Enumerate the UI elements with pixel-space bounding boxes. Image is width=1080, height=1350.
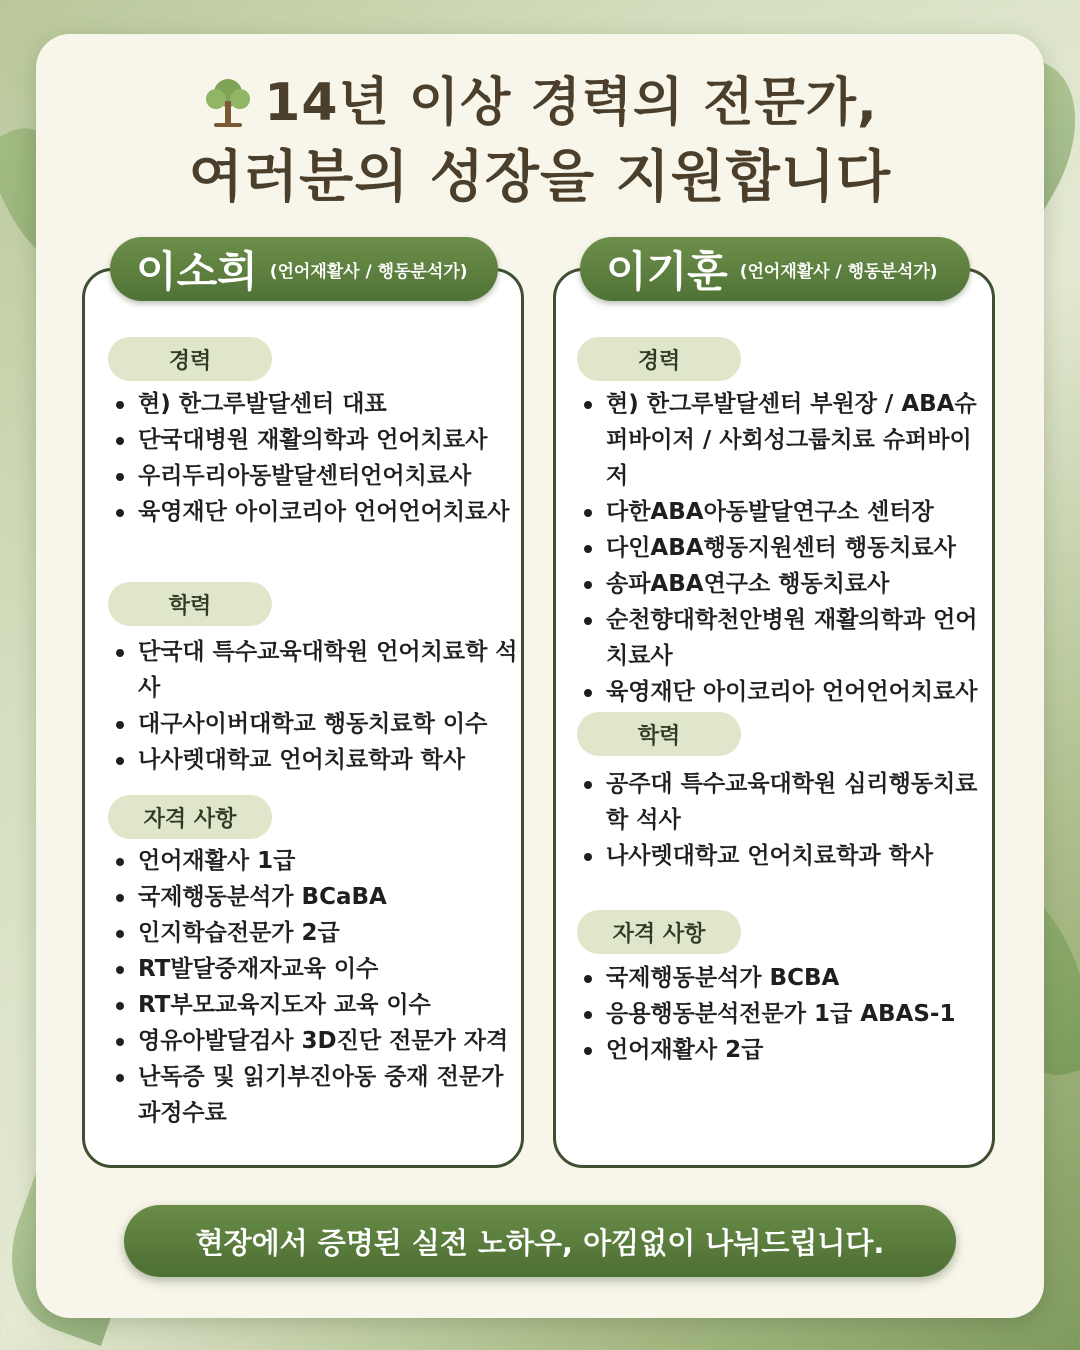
list-item: 현) 한그루발달센터 대표 bbox=[110, 386, 520, 422]
expert-role: (언어재활사 / 행동분석가) bbox=[739, 261, 938, 282]
expert-name: 이소희 bbox=[136, 247, 258, 296]
list-item: 언어재활사 2급 bbox=[578, 1032, 988, 1068]
list-item: 송파ABA연구소 행동치료사 bbox=[578, 566, 988, 602]
title-text-1: 14년 이상 경력의 전문가, bbox=[264, 73, 878, 133]
section-label-certifications: 자격 사항 bbox=[577, 910, 741, 954]
expert-name: 이기훈 bbox=[606, 247, 728, 296]
list-item: 국제행동분석가 BCaBA bbox=[110, 879, 510, 915]
section-label-certifications: 자격 사항 bbox=[108, 795, 272, 839]
section-label-career: 경력 bbox=[108, 337, 272, 381]
section-label-education: 학력 bbox=[577, 712, 741, 756]
list-item: 응용행동분석전문가 1급 ABAS-1 bbox=[578, 996, 988, 1032]
list-item: 다인ABA행동지원센터 행동치료사 bbox=[578, 530, 988, 566]
list-item: 육영재단 아이코리아 언어언어치료사 bbox=[110, 494, 520, 530]
tree-icon bbox=[202, 75, 254, 131]
career-list bbox=[578, 386, 988, 710]
list-item: 공주대 특수교육대학원 심리행동치료학 석사 bbox=[578, 766, 988, 838]
list-item: 국제행동분석가 BCBA bbox=[578, 960, 988, 996]
list-item: 영유아발달검사 3D진단 전문가 자격 bbox=[110, 1023, 510, 1059]
education-list bbox=[578, 766, 988, 874]
list-item: 다한ABA아동발달연구소 센터장 bbox=[578, 494, 988, 530]
list-item: 단국대병원 재활의학과 언어치료사 bbox=[110, 422, 520, 458]
list-item: 단국대 특수교육대학원 언어치료학 석사 bbox=[110, 634, 520, 706]
list-item: 나사렛대학교 언어치료학과 학사 bbox=[578, 838, 988, 874]
list-item: 인지학습전문가 2급 bbox=[110, 915, 510, 951]
title-line-1 bbox=[0, 70, 1080, 136]
education-list bbox=[110, 634, 520, 778]
section-label-education: 학력 bbox=[108, 582, 272, 626]
title-block bbox=[0, 70, 1080, 214]
list-item: 언어재활사 1급 bbox=[110, 843, 510, 879]
certification-list bbox=[578, 960, 988, 1068]
list-item: 우리두리아동발달센터언어치료사 bbox=[110, 458, 520, 494]
list-item: RT발달중재자교육 이수 bbox=[110, 951, 510, 987]
list-item: 육영재단 아이코리아 언어언어치료사 bbox=[578, 674, 988, 710]
bottom-banner: 현장에서 증명된 실전 노하우, 아낌없이 나눠드립니다. bbox=[124, 1205, 956, 1277]
section-label-career: 경력 bbox=[577, 337, 741, 381]
list-item: 순천향대학천안병원 재활의학과 언어치료사 bbox=[578, 602, 988, 674]
expert-role: (언어재활사 / 행동분석가) bbox=[269, 261, 468, 282]
certification-list bbox=[110, 843, 510, 1131]
career-list bbox=[110, 386, 520, 530]
list-item: 나사렛대학교 언어치료학과 학사 bbox=[110, 742, 520, 778]
list-item: 난독증 및 읽기부진아동 중재 전문가과정수료 bbox=[110, 1059, 510, 1131]
expert-name-pill-right bbox=[580, 237, 970, 301]
list-item: 현) 한그루발달센터 부원장 / ABA슈퍼바이저 / 사회성그룹치료 슈퍼바이저 bbox=[578, 386, 988, 494]
list-item: 대구사이버대학교 행동치료학 이수 bbox=[110, 706, 520, 742]
list-item: RT부모교육지도자 교육 이수 bbox=[110, 987, 510, 1023]
title-line-2: 여러분의 성장을 지원합니다 bbox=[175, 142, 905, 214]
expert-name-pill-left bbox=[110, 237, 498, 301]
